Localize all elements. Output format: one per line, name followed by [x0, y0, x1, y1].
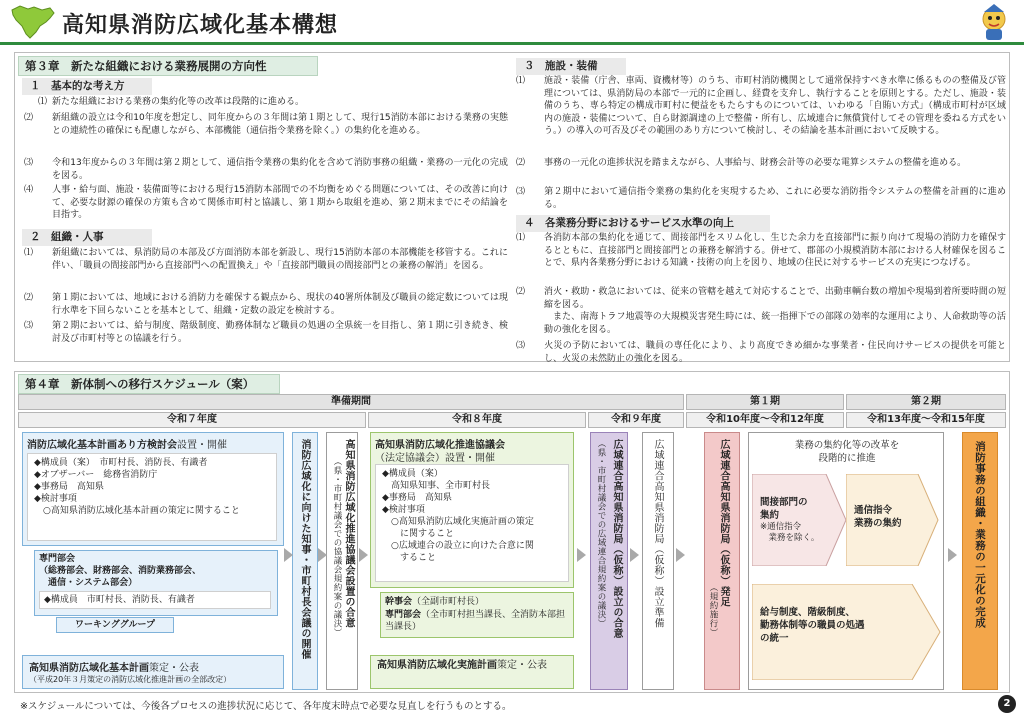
- year-r10: 令和10年度〜令和12年度: [686, 412, 844, 428]
- r7-working-group: ワーキンググループ: [56, 617, 174, 633]
- r9-union-agreement: 広域連合高知県消防局（仮称）設立の合意 （県・市町村議会での広域連合規約案の議決）: [590, 432, 628, 690]
- year-r8: 令和８年度: [368, 412, 586, 428]
- arrow-3: [359, 548, 368, 562]
- r7-plan-box: 高知県消防広域化基本計画策定・公表 （平成20年３月策定の消防広域化推進計画の全部改定）: [22, 655, 284, 689]
- s2-item-1: ⑴ 新組織においては、県消防局の本部及び方面消防本部を新設し、現行15消防本部の本部機能を移管する。これに伴い、「職員の間接部門から直接部門への配置換え」や「直接部門職員の間接部門との兼務の解消」を図る。: [24, 248, 508, 271]
- kochi-map-icon: [10, 4, 56, 40]
- chapter3-title: 第３章 新たな組織における業務展開の方向性: [18, 56, 318, 76]
- phase-1: 第１期: [686, 394, 844, 410]
- r7-council-agreement: 高知県消防広域化推進協議会設置の合意 （県・市町村議会での協議会規約案の議決）: [326, 432, 358, 690]
- arrow-1: [284, 548, 293, 562]
- section2-title: ２ 組織・人事: [22, 229, 152, 246]
- r9-setup-prep: 広域連合高知県消防局（仮称）設立準備: [642, 432, 674, 690]
- s3-item-1: ⑴ 施設・装備（庁舎、車両、資機材等）のうち、市町村消防機関として通常保持すべき水準に係るものの整備及び管理については、県消防局の本部で一元的に企画し、経費を支弁し、執行することを原則とする。ただし、施設・装備のうち、専ら特定の構成市町村に便益をもたらすものについては、いわゆる「自賄い方式」（構成市町村が区域内の施設・装備について、自ら財源調達の上で整備・所有し、広域連合に無償貸付してその管理を委ねる方式をいう。）の導入の可否及びその範囲のあり方について検討し、その結論を基本計画において反映する。: [516, 76, 1006, 137]
- s1-item-1: ⑴ 新たな組織における業務の集約化等の改革は段階的に進める。: [38, 97, 305, 107]
- s3-item-3: ⑶ 第２期中において通信指令業務の集約化を実現するため、これに必要な消防指令システムの整備を計画的に進める。: [516, 187, 1006, 210]
- section1-title: １ 基本的な考え方: [22, 78, 152, 95]
- s4-item-3: ⑶ 火災の予防においては、職員の専任化により、より高度できめ細かな事業者・住民向けサービスの提供を可能とし、火災の未然防止の強化を図る。: [516, 341, 1006, 364]
- mascot-icon: [974, 2, 1014, 42]
- r8-plan-box: 高知県消防広域化実施計画策定・公表: [370, 655, 574, 689]
- s2-item-3: ⑶ 第２期においては、給与制度、階級制度、勤務体制など職員の処遇の全県統一を目指し、第１期に引き続き、検討及び市町村等との協議を行う。: [24, 321, 508, 344]
- phase-prep: 準備期間: [18, 394, 684, 410]
- r8-subcommittee-box: 幹事会（全副市町村長） 専門部会（全市町村担当課長、全消防本部担当課長）: [380, 592, 574, 638]
- reform-arrow-1-label: 間接部門の 集約 ※通信指令 業務を除く。: [760, 497, 820, 543]
- reform-arrow-3-label: 給与制度、階級制度、 勤務体制等の職員の処遇 の統一: [760, 607, 865, 644]
- section4-title: ４ 各業務分野におけるサービス水準の向上: [516, 215, 770, 232]
- s3-item-2: ⑵ 事務の一元化の進捗状況を踏まえながら、人事給与、財務会計等の必要な電算システムの整備を進める。: [516, 158, 967, 168]
- r10-launch: 広域連合高知県消防局（仮称）発足 （規約施行）: [704, 432, 740, 690]
- arrow-7: [948, 548, 957, 562]
- page-number: 2: [998, 695, 1016, 713]
- section3-title: ３ 施設・装備: [516, 58, 626, 75]
- s4-item-2: ⑵ 消火・救助・救急においては、従来の管轄を越えて対応することで、出動車輌台数の増加や現場到着所要時間の短縮を図る。 また、南海トラフ地震等の大規模災害発生時には、統一指揮下での部隊の効率的な運用により、人命救助等の活動の強化を図る。: [516, 287, 1006, 335]
- page-title: 高知県消防広域化基本構想: [62, 13, 339, 38]
- s1-item-4: ⑷ 人事・給与面、施設・装備面等における現行15消防本部間での不均衡をめぐる問題については、その改善に向けて、必要な財源の確保の方策も含めて関係市町村と協議し、第１期から取組を進め、第２期末までにその結論を目指す。: [24, 185, 508, 221]
- year-r9: 令和９年度: [588, 412, 684, 428]
- reform-arrow-2-label: 通信指令 業務の集約: [854, 505, 902, 529]
- arrow-5: [630, 548, 639, 562]
- s2-item-2: ⑵ 第１期においては、地域における消防力を確保する観点から、現状の40署所体制及び職員の総定数については現行水準を下回らないことを基本として、組織・定数の設定を検討する。: [24, 293, 508, 316]
- year-r7: 令和７年度: [18, 412, 366, 428]
- r13-completion: 消防事務の組織・業務の一元化の完成: [962, 432, 998, 690]
- chapter4-title: 第４章 新体制への移行スケジュール（案）: [18, 374, 280, 394]
- phase-2: 第２期: [846, 394, 1006, 410]
- s1-item-3: ⑶ 令和13年度からの３年間は第２期として、通信指令業務の集約化を含めて消防事務の組織・業務の一元化の完成を図る。: [24, 158, 508, 181]
- s4-item-1: ⑴ 各消防本部の集約化を通じて、間接部門をスリム化し、生じた余力を直接部門に振り向けて現場の消防力を確保するとともに、直接部門と間接部門との兼務を解消する。併せて、郡部の小規模消防本部における人材確保を図ることで、県内各業務分野における知識・技術の向上を図り、地域の住民に対するサービスの充実につなげる。: [516, 233, 1006, 269]
- r7-council-box: 消防広域化基本計画あり方検討会設置・開催 ◆構成員（案） 市町村長、消防長、有識者 ◆オブザーバー 総務省消防庁 ◆事務局 高知県 ◆検討事項 ○高知県消防広域化基本計画の策定に関すること: [22, 432, 284, 546]
- arrow-6: [676, 548, 685, 562]
- r8-council-box: 高知県消防広域化推進協議会 （法定協議会）設置・開催 ◆構成員（案） 高知県知事、全市町村長 ◆事務局 高知県 ◆検討事項 ○高知県消防広域化実施計画の策定 に関すること ○広域連合の設立に向けた合意に関 すること: [370, 432, 574, 588]
- s1-item-2: ⑵ 新組織の設立は令和10年度を想定し、同年度からの３年間は第１期として、現行15消防本部における業務の実態との連続性の確保にも配慮しながら、本部機能（通信指令業務を除く。）の集約化を進める。: [24, 113, 508, 136]
- r7-subcommittee-box: 専門部会 （総務部会、財務部会、消防業務部会、 通信・システム部会） ◆構成員 市町村長、消防長、有識者: [34, 550, 278, 616]
- arrow-4: [577, 548, 586, 562]
- arrow-2: [318, 548, 327, 562]
- header-divider: [0, 42, 1024, 45]
- r7-governor-meeting: 消防広域化に向けた知事・市町村長会議の開催: [292, 432, 318, 690]
- year-r13: 令和13年度〜令和15年度: [846, 412, 1006, 428]
- footnote: ※スケジュールについては、今後各プロセスの進捗状況に応じて、各年度末時点で必要な見直しを行うものとする。: [20, 701, 512, 712]
- r10-reform-frame: 業務の集約化等の改革を 段階的に推進: [748, 432, 944, 690]
